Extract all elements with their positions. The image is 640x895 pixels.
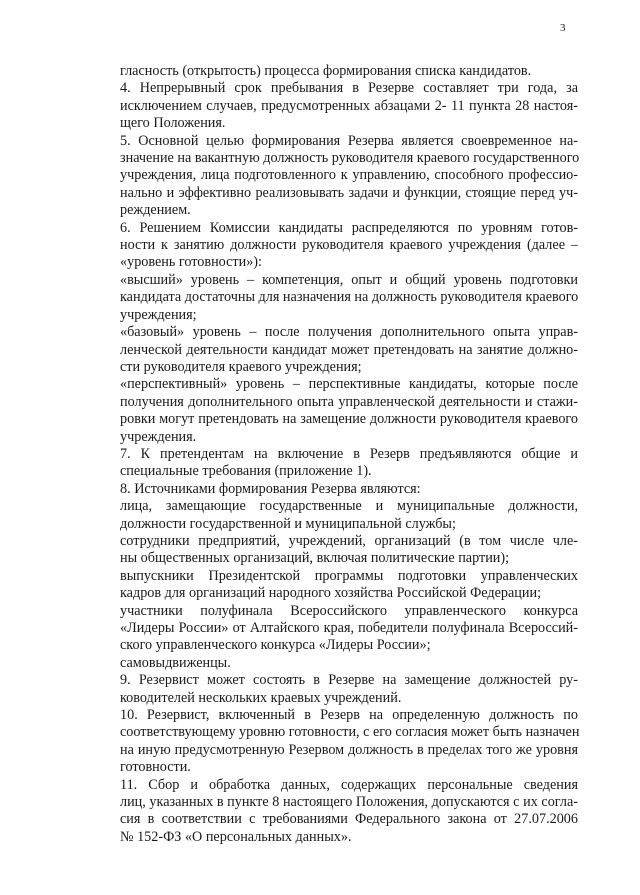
paragraph — [92, 672, 578, 707]
text-line: 10. Резервист, включенный в Резерв на определенную должность по — [120, 707, 578, 724]
text-line: самовыдвиженцы. — [120, 654, 231, 671]
text-line: исключением случаев, предусмотренных абзацами 2- 11 пункта 28 настоя- — [120, 97, 578, 114]
text-line: соответствующему уровню готовности, с его согласия может быть назначен — [120, 724, 580, 741]
text-line: специальные требования (приложение 1). — [120, 463, 372, 480]
text-line: учреждения, лица подготовленного к управлению, способного профессио- — [120, 167, 578, 184]
text-line: «Лидеры России» от Алтайского края, победители полуфинала Всероссий- — [120, 620, 578, 636]
text-line: 5. Основной целью формирования Резерва является своевременное на- — [120, 132, 578, 149]
text-line: должности государственной и муниципальной службы; — [120, 515, 456, 532]
paragraph — [92, 603, 578, 655]
paragraph — [92, 446, 578, 481]
paragraph — [92, 481, 578, 498]
text-line: учреждения. — [120, 428, 197, 445]
page-number: 3 — [560, 22, 566, 34]
text-line: щего Положения. — [120, 115, 226, 132]
text-line: лица, замещающие государственные и муниципальные должности, — [120, 498, 578, 515]
paragraph — [92, 707, 578, 777]
paragraph — [92, 498, 578, 533]
text-line: ности к занятию должности руководителя краевого учреждения (далее – — [120, 237, 578, 254]
text-line: готовности. — [120, 759, 191, 776]
paragraph — [92, 133, 578, 220]
text-line: выпускники Президентской программы подготовки управленческих — [120, 567, 578, 584]
text-line: «перспективный» уровень – перспективные кандидаты, которые после — [120, 376, 578, 393]
text-line: ровки могут претендовать на замещение должности руководителя краевого — [120, 411, 578, 428]
text-line: значение на вакантную должность руководителя краевого государственного — [120, 150, 580, 167]
text-line: сти руководителя краевого учреждения; — [120, 358, 362, 375]
text-line: 4. Непрерывный срок пребывания в Резерве составляет три года, за — [120, 80, 578, 97]
text-line: учреждения; — [120, 306, 197, 323]
text-line: нально и эффективно реализовывать задачи и функции, стоящие перед уч- — [120, 184, 578, 201]
text-line: ского управленческого конкурса «Лидеры России»; — [120, 637, 431, 654]
text-line: гласность (открытость) процесса формирования списка кандидатов. — [120, 63, 532, 79]
text-line: «уровень готовности»): — [120, 254, 262, 271]
text-line: 7. К претендентам на включение в Резерв предъявляются общие и — [120, 445, 578, 462]
text-line: № 152-ФЗ «О персональных данных». — [120, 828, 352, 845]
text-line: «базовый» уровень – после получения дополнительного опыта управ- — [120, 324, 578, 341]
text-line: реждением. — [120, 202, 191, 219]
paragraph — [92, 533, 578, 568]
paragraph — [92, 220, 578, 272]
paragraph — [92, 272, 578, 324]
text-line: 8. Источниками формирования Резерва являются: — [120, 480, 421, 497]
paragraph — [92, 655, 578, 672]
paragraph — [92, 324, 578, 376]
paragraph — [92, 568, 578, 603]
text-line: 6. Решением Комиссии кандидаты распределяются по уровням готов- — [120, 219, 578, 236]
paragraph — [92, 376, 578, 446]
text-line: получения дополнительного опыта управленческой деятельности и стажи- — [120, 393, 578, 410]
document-body — [92, 63, 578, 846]
text-line: участники полуфинала Всероссийского управленческого конкурса — [120, 602, 578, 619]
text-line: ководителей нескольких краевых учреждений. — [120, 689, 402, 706]
text-line: «высший» уровень – компетенция, опыт и общий уровень подготовки — [120, 271, 578, 288]
text-line: кандидата достаточны для назначения на должность руководителя краевого — [120, 289, 579, 306]
text-line: ны общественных организаций, включая политические партии); — [120, 550, 510, 567]
text-line: 9. Резервист может состоять в Резерве на замещение должностей ру- — [120, 672, 578, 689]
text-line: сия в соответствии с требованиями Федерального закона от 27.07.2006 — [120, 811, 578, 828]
text-line: 11. Сбор и обработка данных, содержащих персональные сведения — [120, 776, 578, 793]
text-line: кадров для организаций народного хозяйства Российской Федерации; — [120, 585, 542, 602]
text-line: ленческой деятельности кандидат может претендовать на занятие должно- — [120, 341, 578, 358]
text-line: сотрудники предприятий, учреждений, организаций (в том числе чле- — [120, 532, 578, 549]
paragraph — [92, 80, 578, 132]
paragraph — [92, 63, 578, 80]
paragraph — [92, 777, 578, 847]
text-line: лиц, указанных в пункте 8 настоящего Положения, допускаются с их согла- — [120, 794, 578, 811]
text-line: на иную предусмотренную Резервом должность в пределах того же уровня — [120, 741, 578, 758]
